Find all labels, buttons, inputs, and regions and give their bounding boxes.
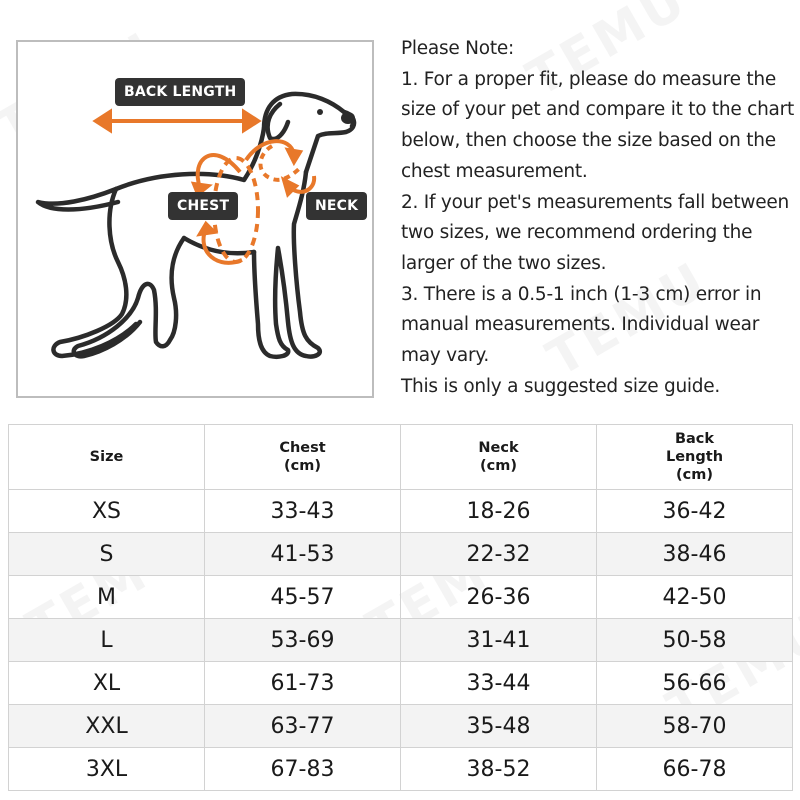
table-row	[9, 619, 793, 662]
table-row	[9, 705, 793, 748]
neck-cell: 33-44	[401, 662, 597, 705]
back-length-cell: 56-66	[597, 662, 793, 705]
notes-heading: Please Note:	[401, 38, 514, 59]
neck-label: NECK	[306, 192, 367, 220]
size-chart-table	[8, 424, 793, 791]
size-cell: XS	[9, 490, 205, 533]
table-row	[9, 662, 793, 705]
header-back-length: Back Length (cm)	[597, 425, 793, 490]
table-row	[9, 533, 793, 576]
neck-cell: 31-41	[401, 619, 597, 662]
header-chest: Chest (cm)	[205, 425, 401, 490]
note-item: 1. For a proper fit, please do measure the size of your pet and compare it to the chart below, then choose the size based on the chest measurement.	[401, 68, 795, 182]
back-length-cell: 38-46	[597, 533, 793, 576]
back-length-cell: 36-42	[597, 490, 793, 533]
table-row	[9, 576, 793, 619]
chest-cell: 67-83	[205, 748, 401, 791]
chest-cell: 41-53	[205, 533, 401, 576]
table-row	[9, 490, 793, 533]
measurement-diagram	[16, 40, 374, 398]
neck-cell: 38-52	[401, 748, 597, 791]
eye-icon	[317, 109, 323, 115]
size-cell: L	[9, 619, 205, 662]
size-notes	[401, 34, 797, 402]
chest-cell: 45-57	[205, 576, 401, 619]
chest-cell: 61-73	[205, 662, 401, 705]
table-header-row	[9, 425, 793, 490]
nose-icon	[341, 112, 355, 124]
header-size: Size	[9, 425, 205, 490]
chest-cell: 53-69	[205, 619, 401, 662]
neck-cell: 26-36	[401, 576, 597, 619]
size-cell: XXL	[9, 705, 205, 748]
header-neck: Neck (cm)	[401, 425, 597, 490]
neck-cell: 22-32	[401, 533, 597, 576]
neck-cell: 18-26	[401, 490, 597, 533]
chest-label: CHEST	[168, 192, 238, 220]
size-cell: M	[9, 576, 205, 619]
note-item: 2. If your pet's measurements fall between two sizes, we recommend ordering the larger of the two sizes.	[401, 191, 789, 274]
neck-cell: 35-48	[401, 705, 597, 748]
back-length-cell: 66-78	[597, 748, 793, 791]
back-length-cell: 50-58	[597, 619, 793, 662]
notes-footer: This is only a suggested size guide.	[401, 375, 721, 397]
back-length-label: BACK LENGTH	[115, 78, 245, 106]
table-row	[9, 748, 793, 791]
size-cell: 3XL	[9, 748, 205, 791]
size-cell: XL	[9, 662, 205, 705]
note-item: 3. There is a 0.5-1 inch (1-3 cm) error in manual measurements. Individual wear may vary.	[401, 283, 762, 367]
back-length-arrow-icon	[96, 112, 258, 130]
chest-cell: 33-43	[205, 490, 401, 533]
size-cell: S	[9, 533, 205, 576]
back-length-cell: 58-70	[597, 705, 793, 748]
chest-cell: 63-77	[205, 705, 401, 748]
back-length-cell: 42-50	[597, 576, 793, 619]
